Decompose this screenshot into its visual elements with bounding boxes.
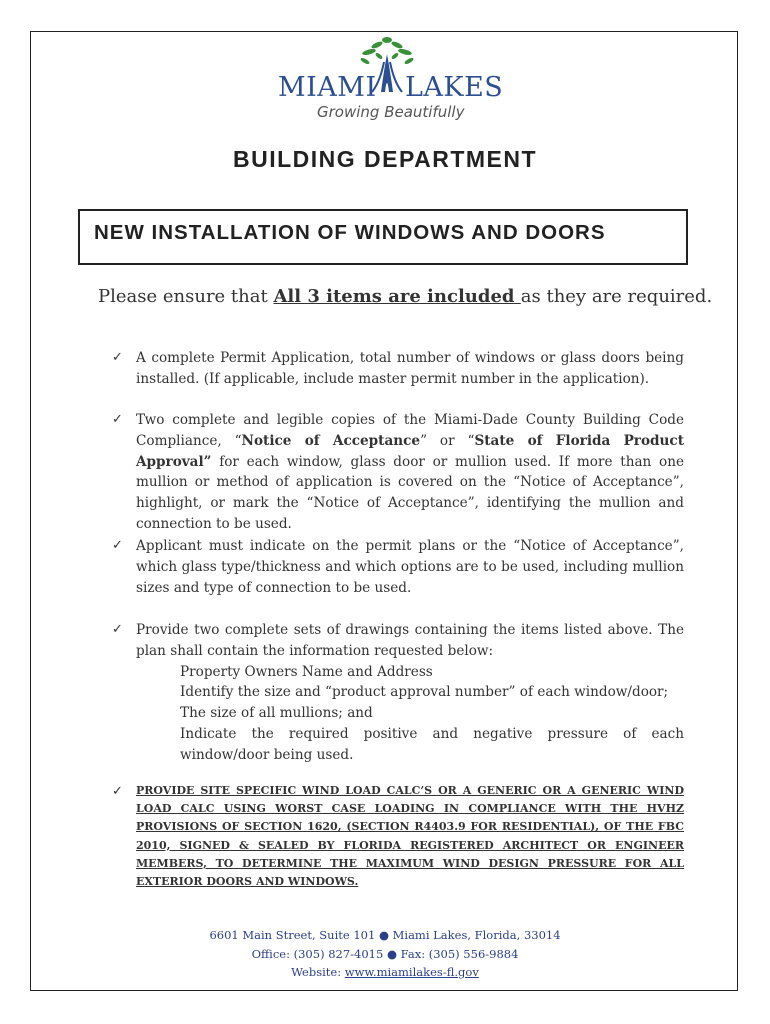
logo-tagline: Growing Beautifully bbox=[317, 103, 465, 121]
checkmark-icon: ✓ bbox=[112, 538, 123, 553]
checkmark-icon: ✓ bbox=[112, 622, 123, 637]
intro-text bbox=[98, 286, 712, 307]
sub-item: Indicate the required positive and negative pressure of each window/door being used. bbox=[180, 725, 684, 763]
wind-load-requirement: PROVIDE SITE SPECIFIC WIND LOAD CALC’S OR A GENERIC OR A GENERIC WIND LOAD CALC USING WORST CASE LOADING IN COMPLIANCE WITH THE HVHZ PROVISIONS OF SECTION 1620, (SECTION R4403.9 FOR RESIDENTIAL), OF THE FBC 2010, SIGNED & SEALED BY FLORIDA REGISTERED ARCHITECT OR ENGINEER MEMBERS, TO DETERMINE THE MAXIMUM WIND DESIGN PRESSURE FOR ALL EXTERIOR DOORS AND WINDOWS. bbox=[136, 784, 684, 889]
item-text-part: Two complete and legible copies of the Miami-Dade County Building Code Compliance, “ bbox=[136, 412, 684, 449]
intro-after: as they are required. bbox=[520, 286, 713, 307]
product-approval-label: State of Florida Product Approval” bbox=[136, 432, 684, 470]
logo-word-right: LAKES bbox=[405, 72, 504, 103]
footer-phone: Office: (305) 827-4015 ● Fax: (305) 556-9884 bbox=[251, 946, 519, 961]
list-item bbox=[112, 536, 684, 598]
footer-address: 6601 Main Street, Suite 101 ● Miami Lakes, Florida, 33014 bbox=[209, 928, 561, 942]
intro-emphasis: All 3 items are included bbox=[273, 286, 521, 307]
website-link[interactable]: www.miamilakes-fl.gov bbox=[344, 965, 479, 979]
department-heading: BUILDING DEPARTMENT bbox=[232, 146, 538, 172]
list-item-text: Applicant must indicate on the permit plans or the “Notice of Acceptance”, which glass type/thickness and which options are to be used, including mullion sizes and type of connection to be used. bbox=[136, 538, 684, 596]
item-text-part: ” or “ bbox=[420, 432, 475, 449]
miami-lakes-logo bbox=[276, 34, 504, 126]
footer bbox=[0, 926, 770, 982]
checkmark-icon: ✓ bbox=[112, 350, 123, 365]
footer-website-line bbox=[0, 963, 770, 982]
list-item bbox=[112, 782, 684, 891]
website-label: Website: bbox=[291, 965, 345, 979]
sub-item: Property Owners Name and Address bbox=[180, 663, 433, 680]
logo-word-left: MIAMI bbox=[278, 72, 377, 103]
item-text-part: for each window, glass door or mullion used. If more than one mullion or method of application is covered on the “Notice of Acceptance”, highlight, or mark the “Notice of Acceptance”, identifying the mullion and connection to be used. bbox=[136, 453, 684, 532]
list-item-text bbox=[136, 410, 684, 535]
list-item bbox=[112, 620, 684, 766]
sub-item: Identify the size and “product approval number” of each window/door; bbox=[180, 684, 669, 701]
list-item bbox=[112, 410, 684, 535]
list-item-text: A complete Permit Application, total number of windows or glass doors being installed. (If applicable, include master permit number in the application). bbox=[136, 350, 684, 387]
title-box bbox=[78, 209, 688, 265]
checkmark-icon: ✓ bbox=[112, 784, 123, 799]
list-item bbox=[112, 348, 684, 390]
list-item-text: Provide two complete sets of drawings containing the items listed above. The plan shall contain the information requested below: bbox=[136, 622, 684, 659]
checkmark-icon: ✓ bbox=[112, 412, 123, 427]
sub-item: The size of all mullions; and bbox=[180, 705, 373, 722]
intro-before: Please ensure that bbox=[98, 286, 274, 307]
document-title: NEW INSTALLATION OF WINDOWS AND DOORS bbox=[94, 221, 606, 244]
notice-of-acceptance-label: Notice of Acceptance bbox=[241, 432, 421, 449]
